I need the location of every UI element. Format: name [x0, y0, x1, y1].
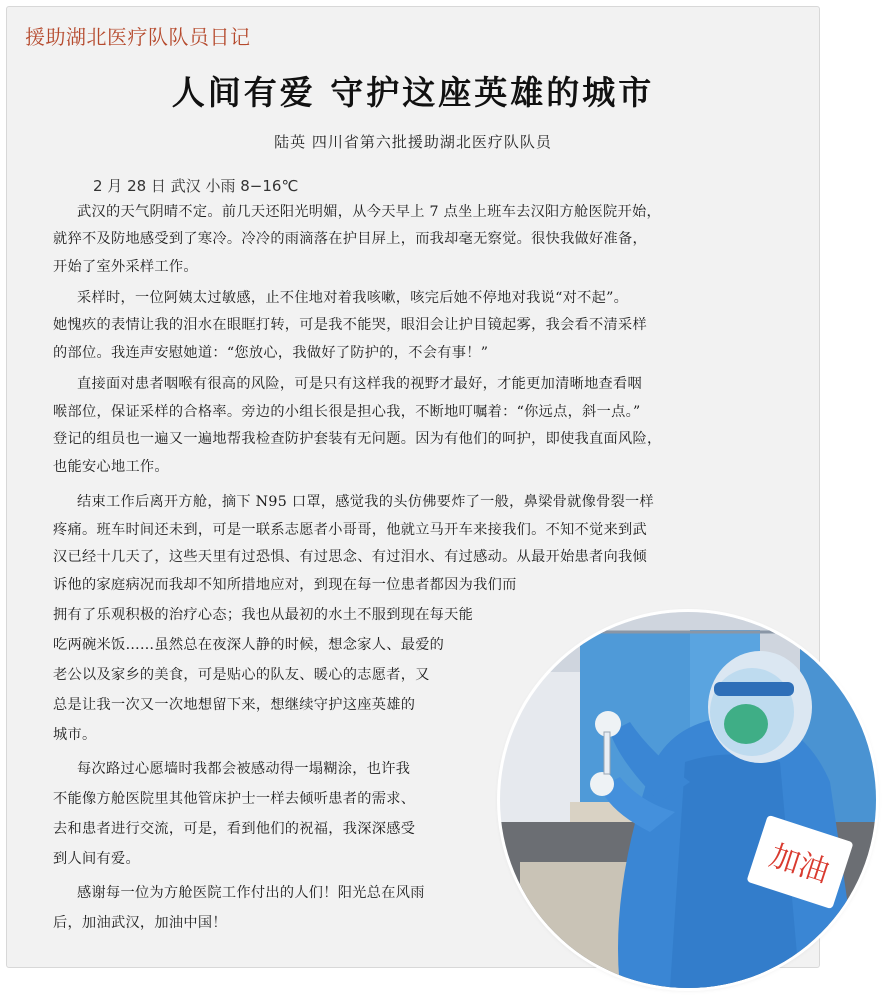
body-line: 的部位。我连声安慰她道：“您放心，我做好了防护的，不会有事！”	[53, 345, 489, 361]
body-line: 诉他的家庭病况而我却不知所措地应对，到现在每一位患者都因为我们而	[53, 577, 517, 593]
name-tag-text: 加油	[765, 838, 834, 891]
nurse-photo-illustration	[500, 612, 876, 988]
body-line: 城市。	[53, 727, 97, 743]
body-line: 后，加油武汉，加油中国！	[53, 915, 227, 931]
body-line: 去和患者进行交流，可是，看到他们的祝福，我深深感受	[53, 821, 416, 837]
body-line: 汉已经十几天了，这些天里有过恐惧、有过思念、有过泪水、有过感动。从最开始患者向我倾	[53, 549, 647, 565]
body-line: 老公以及家乡的美食，可是贴心的队友、暖心的志愿者，又	[53, 667, 430, 683]
body-line: 就猝不及防地感受到了寒冷。冷冷的雨滴落在护目屏上，而我却毫无察觉。很快我做好准备，	[53, 231, 647, 247]
body-line: 她愧疚的表情让我的泪水在眼眶打转，可是我不能哭，眼泪会让护目镜起雾，我会看不清采样	[53, 317, 647, 333]
body-line: 不能像方舱医院里其他管床护士一样去倾听患者的需求、	[53, 791, 416, 807]
body-line: 每次路过心愿墙时我都会被感动得一塌糊涂，也许我	[77, 761, 411, 777]
diary-date-weather: 2 月 28 日 武汉 小雨 8−16℃	[93, 177, 299, 195]
body-line: 吃两碗米饭……虽然总在夜深人静的时候，想念家人、最爱的	[53, 637, 445, 653]
body-line: 疼痛。班车时间还未到，可是一联系志愿者小哥哥，他就立马开车来接我们。不知不觉来到武	[53, 522, 647, 538]
body-line: 开始了室外采样工作。	[53, 259, 198, 275]
body-line: 感谢每一位为方舱医院工作付出的人们！阳光总在风雨	[77, 885, 425, 901]
nurse-photo	[500, 612, 876, 988]
author-byline: 陆英 四川省第六批援助湖北医疗队队员	[274, 133, 552, 151]
column-header: 援助湖北医疗队队员日记	[25, 25, 251, 49]
body-line: 结束工作后离开方舱，摘下 N95 口罩，感觉我的头仿佛要炸了一般，鼻梁骨就像骨裂一样	[77, 494, 655, 510]
body-line: 登记的组员也一遍又一遍地帮我检查防护套装有无问题。因为有他们的呵护，即使我直面风险，	[53, 431, 662, 447]
body-line: 喉部位，保证采样的合格率。旁边的小组长很是担心我，不断地叮嘱着：“你远点，斜一点。”	[53, 404, 641, 420]
body-line: 也能安心地工作。	[53, 459, 169, 475]
article-title: 人间有爱 守护这座英雄的城市	[171, 73, 655, 112]
body-line: 到人间有爱。	[53, 851, 140, 867]
body-line: 直接面对患者咽喉有很高的风险，可是只有这样我的视野才最好，才能更加清晰地查看咽	[77, 376, 643, 392]
body-line: 采样时，一位阿姨太过敏感，止不住地对着我咳嗽，咳完后她不停地对我说“对不起”。	[77, 290, 629, 306]
body-line: 武汉的天气阴晴不定。前几天还阳光明媚，从今天早上 7 点坐上班车去汉阳方舱医院开始，	[77, 204, 661, 220]
body-line: 总是让我一次又一次地想留下来，想继续守护这座英雄的	[53, 697, 416, 713]
body-line: 拥有了乐观积极的治疗心态；我也从最初的水土不服到现在每天能	[53, 607, 474, 623]
